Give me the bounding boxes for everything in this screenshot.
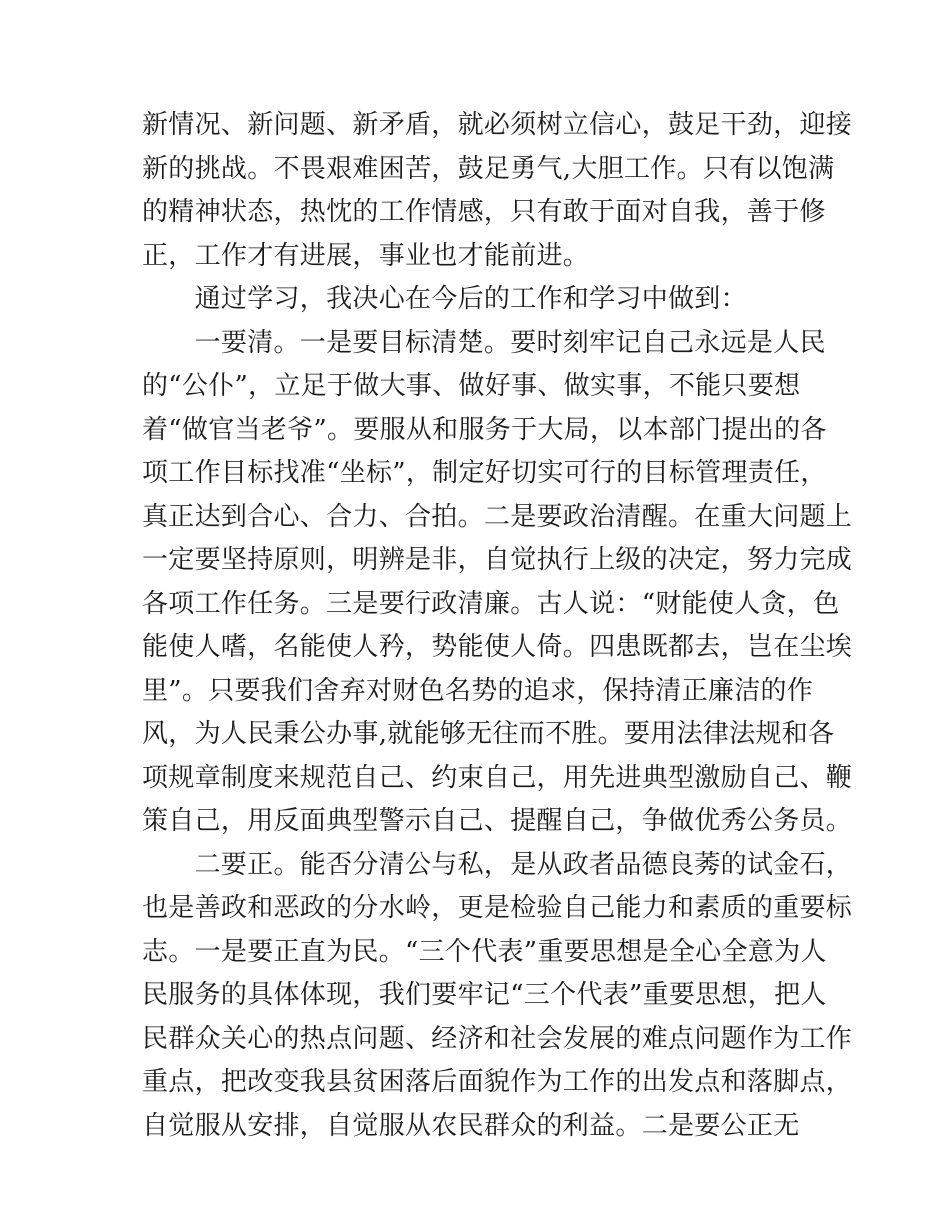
text-line: 二要正。能否分清公与私，是从政者品德良莠的试金石， — [142, 849, 853, 880]
text-line: 正，工作才有进展，事业也才能前进。 — [142, 240, 590, 271]
text-line: 真正达到合心、合力、合拍。二是要政治清醒。在重大问题上 — [142, 501, 853, 532]
text-line: 里”。只要我们舍弃对财色名势的追求，保持清正廉洁的作 — [142, 675, 814, 706]
body-text — [142, 104, 853, 1148]
text-line: 新的挑战。不畏艰难困苦，鼓足勇气,大胆工作。只有以饱满 — [142, 153, 835, 184]
text-line: 策自己，用反面典型警示自己、提醒自己，争做优秀公务员。 — [142, 806, 853, 836]
text-line: 志。一是要正直为民。“三个代表”重要思想是全心全意为人 — [142, 936, 827, 967]
text-line: 一要清。一是要目标清楚。要时刻牢记自己永远是人民 — [142, 327, 826, 358]
text-line: 项工作目标找准“坐标”，制定好切实可行的目标管理责任， — [142, 458, 827, 488]
text-line: 新情况、新问题、新矛盾，就必须树立信心，鼓足干劲，迎接 — [142, 110, 853, 140]
text-line: 各项工作任务。三是要行政清廉。古人说：“财能使人贪，色 — [142, 588, 840, 619]
text-line: 一定要坚持原则，明辨是非，自觉执行上级的决定，努力完成 — [142, 545, 853, 575]
text-line: 自觉服从安排，自觉服从农民群众的利益。二是要公正无 — [142, 1110, 800, 1141]
text-line: 民群众关心的热点问题、经济和社会发展的难点问题作为工作 — [142, 1023, 853, 1054]
text-line: 风，为人民秉公办事,就能够无往而不胜。要用法律法规和各 — [142, 719, 835, 749]
text-line: 民服务的具体体现，我们要牢记“三个代表”重要思想，把人 — [142, 980, 827, 1010]
text-line: 也是善政和恶政的分水岭，更是检验自己能力和素质的重要标 — [142, 893, 853, 923]
text-line: 通过学习，我决心在今后的工作和学习中做到： — [142, 284, 747, 314]
text-line: 的精神状态，热忱的工作情感，只有敢于面对自我，善于修 — [142, 197, 826, 227]
text-line: 重点，把改变我县贫困落后面貌作为工作的出发点和落脚点， — [142, 1067, 853, 1097]
text-line: 项规章制度来规范自己、约束自己，用先进典型激励自己、鞭 — [142, 762, 853, 793]
text-line: 着“做官当老爷”。要服从和服务于大局，以本部门提出的各 — [142, 414, 827, 445]
text-line: 能使人嗜，名能使人矜，势能使人倚。四患既都去，岂在尘埃 — [142, 632, 853, 662]
text-line: 的“公仆”，立足于做大事、做好事、做实事，不能只要想 — [142, 371, 801, 401]
